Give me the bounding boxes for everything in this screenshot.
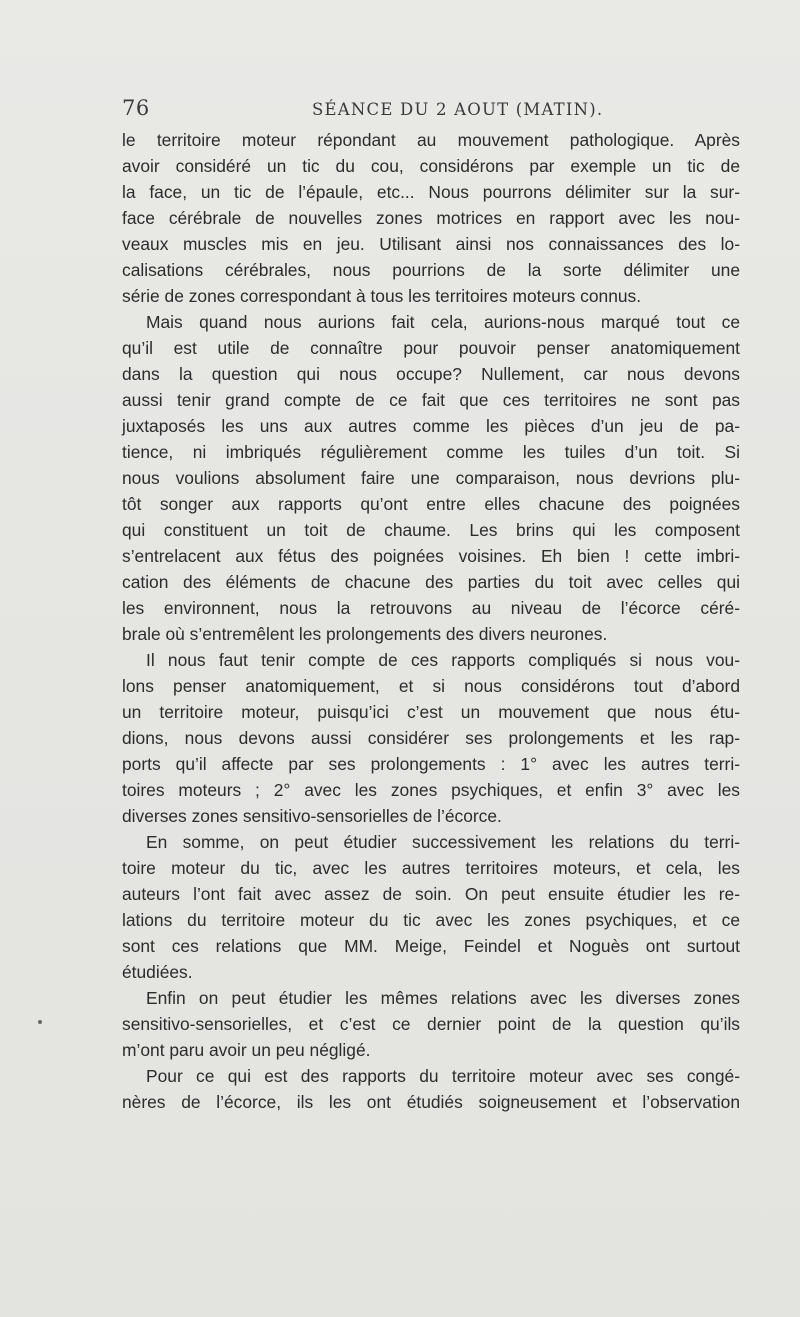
text-line: veaux muscles mis en jeu. Utilisant ainsi nos connaissances des lo- bbox=[122, 234, 740, 254]
text-line: toire moteur du tic, avec les autres territoires moteurs, et cela, les bbox=[122, 858, 740, 878]
text-line: lons penser anatomiquement, et si nous considérons tout d’abord bbox=[122, 676, 740, 696]
text-line: Il nous faut tenir compte de ces rapports compliqués si nous vou- bbox=[146, 650, 740, 670]
text-line: dans la question qui nous occupe? Nullement, car nous devons bbox=[122, 364, 740, 384]
text-line: aussi tenir grand compte de ce fait que ces territoires ne sont pas bbox=[122, 390, 740, 410]
text-line: le territoire moteur répondant au mouvement pathologique. Après bbox=[122, 130, 740, 150]
text-line: Pour ce qui est des rapports du territoire moteur avec ses congé- bbox=[146, 1066, 740, 1086]
text-line: étudiées. bbox=[122, 962, 193, 982]
text-line: les environnent, nous la retrouvons au niveau de l’écorce céré- bbox=[122, 598, 740, 618]
text-line: Enfin on peut étudier les mêmes relations avec les diverses zones bbox=[146, 988, 740, 1008]
text-line: sont ces relations que MM. Meige, Feindel et Noguès ont surtout bbox=[122, 936, 740, 956]
text-line: un territoire moteur, puisqu’ici c’est un mouvement que nous étu- bbox=[122, 702, 740, 722]
text-line: avoir considéré un tic du cou, considérons par exemple un tic de bbox=[122, 156, 740, 176]
text-line: Mais quand nous aurions fait cela, aurions-nous marqué tout ce bbox=[146, 312, 740, 332]
running-head: SÉANCE DU 2 AOUT (MATIN). bbox=[312, 100, 604, 119]
text-line: tôt songer aux rapports qu’ont entre elles chacune des poignées bbox=[122, 494, 740, 514]
margin-speck bbox=[38, 1020, 42, 1024]
text-line: lations du territoire moteur du tic avec les zones psychiques, et ce bbox=[122, 910, 740, 930]
text-line: face cérébrale de nouvelles zones motrices en rapport avec les nou- bbox=[122, 208, 740, 228]
page-header bbox=[122, 96, 740, 122]
text-line: nous voulions absolument faire une comparaison, nous devrions plu- bbox=[122, 468, 740, 488]
page-number: 76 bbox=[122, 96, 150, 120]
text-line: m’ont paru avoir un peu négligé. bbox=[122, 1040, 371, 1060]
text-line: juxtaposés les uns aux autres comme les pièces d’un jeu de pa- bbox=[122, 416, 740, 436]
text-line: toires moteurs ; 2° avec les zones psychiques, et enfin 3° avec les bbox=[122, 780, 740, 800]
body-text bbox=[122, 127, 740, 1115]
text-line: En somme, on peut étudier successivement les relations du terri- bbox=[146, 832, 740, 852]
text-line: dions, nous devons aussi considérer ses prolongements et les rap- bbox=[122, 728, 740, 748]
text-line: ports qu’il affecte par ses prolongements : 1° avec les autres terri- bbox=[122, 754, 740, 774]
text-line: s’entrelacent aux fétus des poignées voisines. Eh bien ! cette imbri- bbox=[122, 546, 740, 566]
text-line: la face, un tic de l’épaule, etc... Nous pourrons délimiter sur la sur- bbox=[122, 182, 740, 202]
text-line: série de zones correspondant à tous les territoires moteurs connus. bbox=[122, 286, 642, 306]
text-line: tience, ni imbriqués régulièrement comme les tuiles d’un toit. Si bbox=[122, 442, 740, 462]
text-line: sensitivo-sensorielles, et c’est ce dernier point de la question qu’ils bbox=[122, 1014, 740, 1034]
text-line: auteurs l’ont fait avec assez de soin. On peut ensuite étudier les re- bbox=[122, 884, 740, 904]
text-line: nères de l’écorce, ils les ont étudiés soigneusement et l’observation bbox=[122, 1092, 740, 1112]
text-line: diverses zones sensitivo-sensorielles de l’écorce. bbox=[122, 806, 502, 826]
text-line: brale où s’entremêlent les prolongements des divers neurones. bbox=[122, 624, 608, 644]
text-line: calisations cérébrales, nous pourrions de la sorte délimiter une bbox=[122, 260, 740, 280]
text-line: cation des éléments de chacune des parties du toit avec celles qui bbox=[122, 572, 740, 592]
text-line: qui constituent un toit de chaume. Les brins qui les composent bbox=[122, 520, 740, 540]
text-line: qu’il est utile de connaître pour pouvoir penser anatomiquement bbox=[122, 338, 740, 358]
